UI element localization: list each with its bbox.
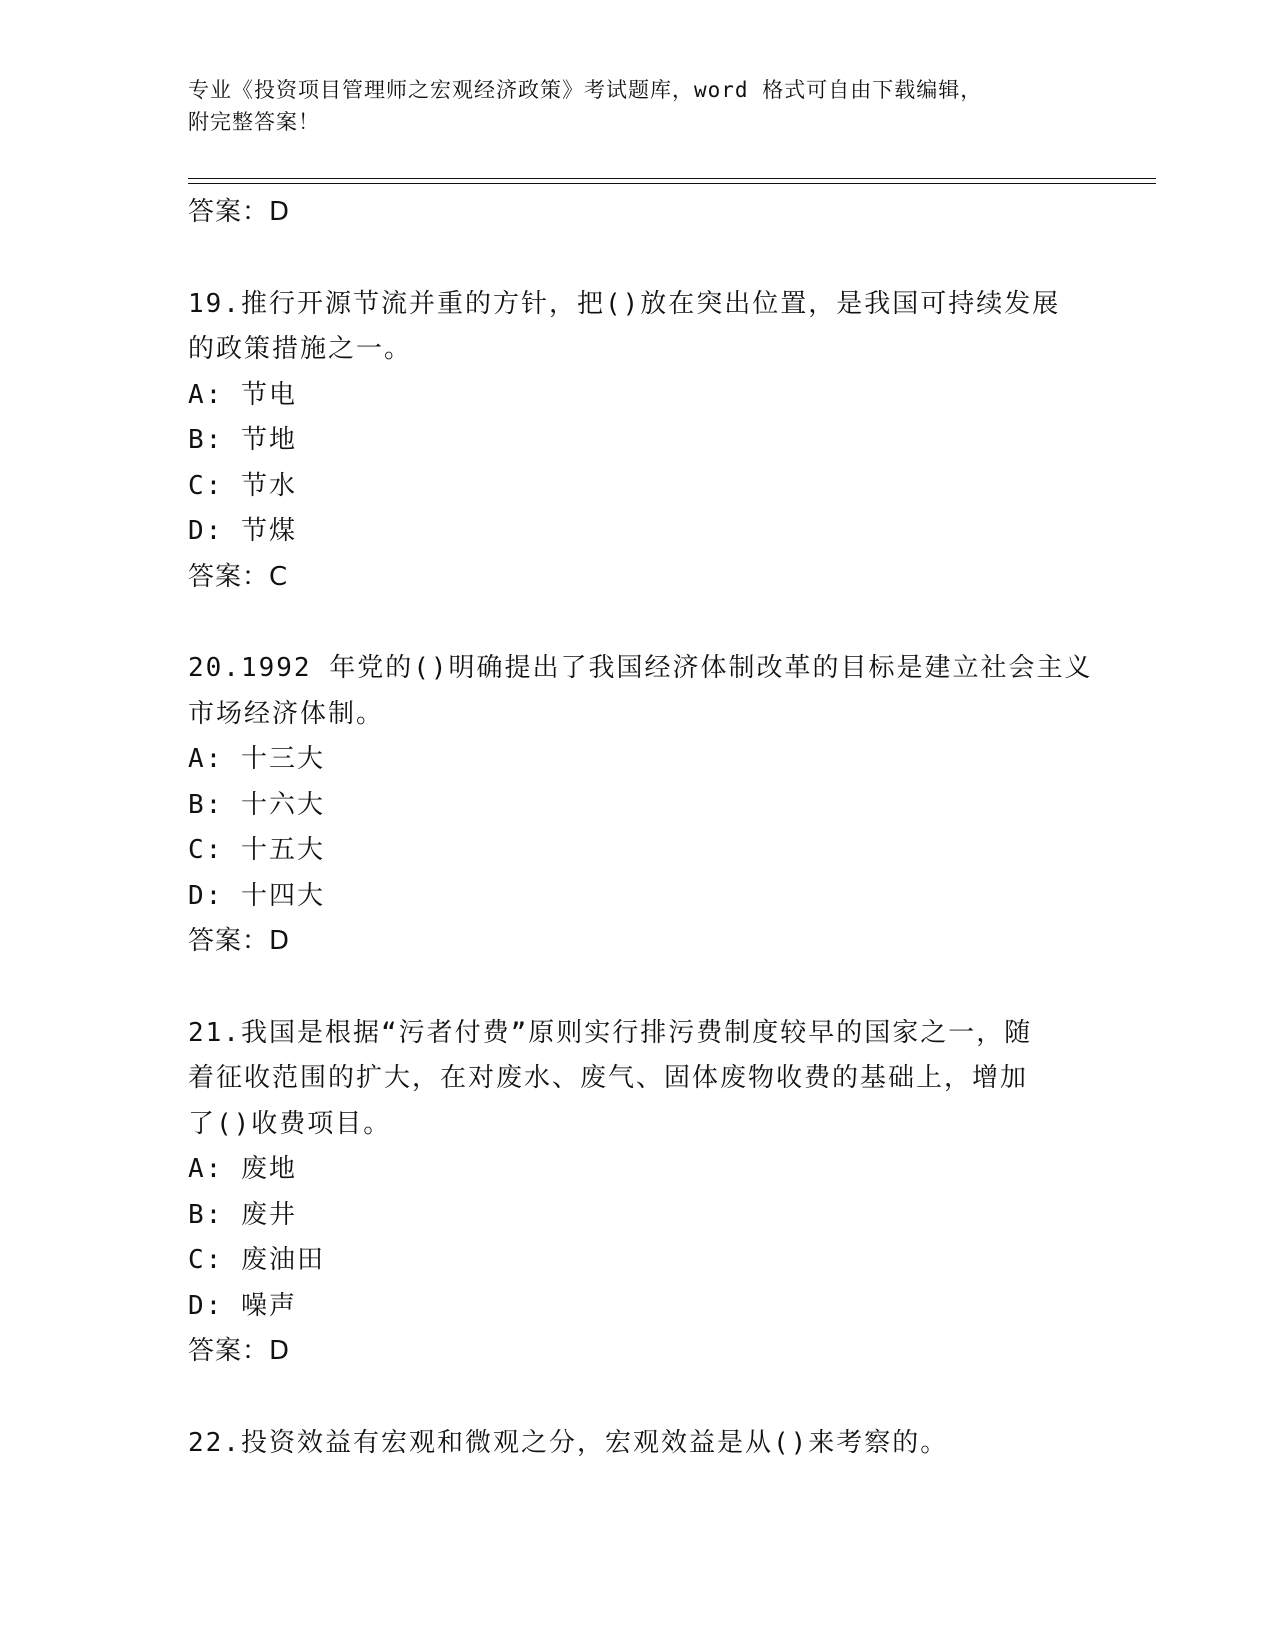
- header-line-1: 专业《投资项目管理师之宏观经济政策》考试题库，word 格式可自由下载编辑，: [188, 78, 983, 102]
- option-a: A: 节电: [188, 379, 297, 410]
- header-line-2: 附完整答案！: [188, 110, 320, 134]
- option-c: C: 废油田: [188, 1245, 325, 1275]
- question-text-line: 了()收费项目。: [188, 1108, 392, 1139]
- answer: 答案：D: [188, 1336, 291, 1366]
- answer: 答案：D: [188, 926, 291, 956]
- option-a: A: 废地: [188, 1154, 297, 1184]
- question-text-line: 22.投资效益有宏观和微观之分，宏观效益是从()来考察的。: [188, 1427, 949, 1458]
- question-text-line: 21.我国是根据“污者付费”原则实行排污费制度较早的国家之一，随: [188, 1017, 1033, 1048]
- header-rule-bottom: [188, 183, 1156, 184]
- option-a: A: 十三大: [188, 744, 325, 774]
- answer: 答案：C: [188, 561, 289, 592]
- option-d: D: 噪声: [188, 1290, 297, 1321]
- option-d: D: 十四大: [188, 880, 325, 911]
- question-22: [188, 1421, 1088, 1467]
- question-text-line: 20.1992 年党的()明确提出了我国经济体制改革的目标是建立社会主义: [188, 653, 1093, 683]
- question-list: [188, 190, 1093, 1466]
- question-text-line: 19.推行开源节流并重的方针，把()放在突出位置，是我国可持续发展: [188, 288, 1061, 319]
- header-rule-top: [188, 178, 1156, 179]
- previous-answer: 答案：D: [188, 197, 291, 227]
- document-header: [188, 74, 1088, 138]
- question-text-line: 的政策措施之一。: [188, 334, 413, 364]
- question-text-line: 着征收范围的扩大，在对废水、废气、固体废物收费的基础上，增加: [188, 1063, 1029, 1093]
- question-20: [188, 646, 1093, 965]
- option-d: D: 节煤: [188, 516, 297, 546]
- option-c: C: 十五大: [188, 835, 325, 865]
- question-text-line: 市场经济体制。: [188, 698, 385, 729]
- question-19: [188, 282, 1088, 601]
- option-c: C: 节水: [188, 470, 297, 501]
- option-b: B: 十六大: [188, 789, 325, 820]
- option-b: B: 节地: [188, 425, 297, 455]
- question-21: [188, 1011, 1088, 1375]
- option-b: B: 废井: [188, 1199, 297, 1230]
